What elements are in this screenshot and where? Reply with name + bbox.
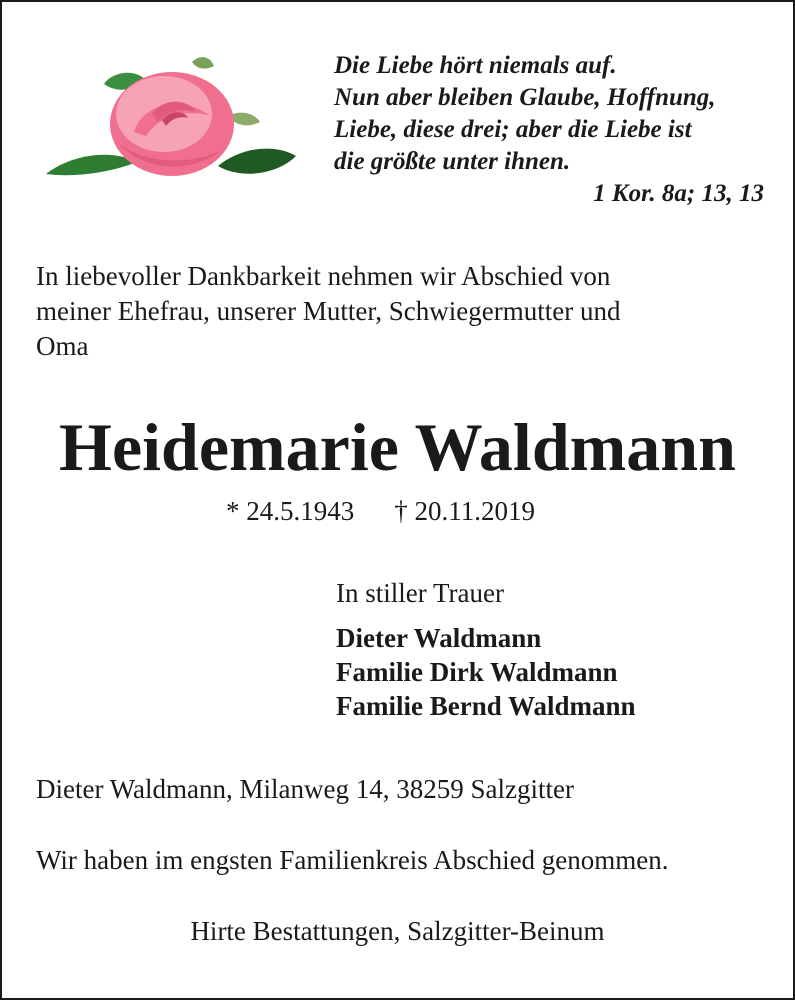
- death-date: † 20.11.2019: [394, 496, 535, 526]
- funeral-home: Hirte Bestattungen, Salzgitter-Beinum: [190, 916, 605, 946]
- intro-text: [36, 259, 766, 364]
- funeral-note: Wir haben im engsten Familienkreis Abschied genommen.: [36, 845, 669, 875]
- deceased-name: Heidemarie Waldmann: [59, 409, 736, 485]
- bible-verse: [334, 50, 764, 210]
- birth-date: * 24.5.1943: [226, 496, 355, 526]
- verse-line: Nun aber bleiben Glaube, Hoffnung,: [334, 84, 716, 111]
- intro-line: meiner Ehefrau, unserer Mutter, Schwiegermutter und: [36, 296, 621, 326]
- contact-address: Dieter Waldmann, Milanweg 14, 38259 Salzgitter: [36, 774, 574, 804]
- mourner-name: Familie Bernd Waldmann: [336, 691, 636, 721]
- mourner-name: Familie Dirk Waldmann: [336, 657, 618, 687]
- rose-icon: [42, 54, 304, 184]
- verse-line: Die Liebe hört niemals auf.: [334, 52, 617, 79]
- verse-line: Liebe, diese drei; aber die Liebe ist: [334, 116, 692, 143]
- mourners-list: [336, 621, 776, 723]
- mourner-name: Dieter Waldmann: [336, 623, 542, 653]
- intro-line: Oma: [36, 331, 89, 361]
- verse-reference: 1 Kor. 8a; 13, 13: [593, 180, 764, 207]
- life-dates: [226, 494, 646, 528]
- verse-line: die größte unter ihnen.: [334, 148, 571, 175]
- mourning-heading: In stiller Trauer: [336, 578, 504, 608]
- intro-line: In liebevoller Dankbarkeit nehmen wir Abschied von: [36, 261, 611, 291]
